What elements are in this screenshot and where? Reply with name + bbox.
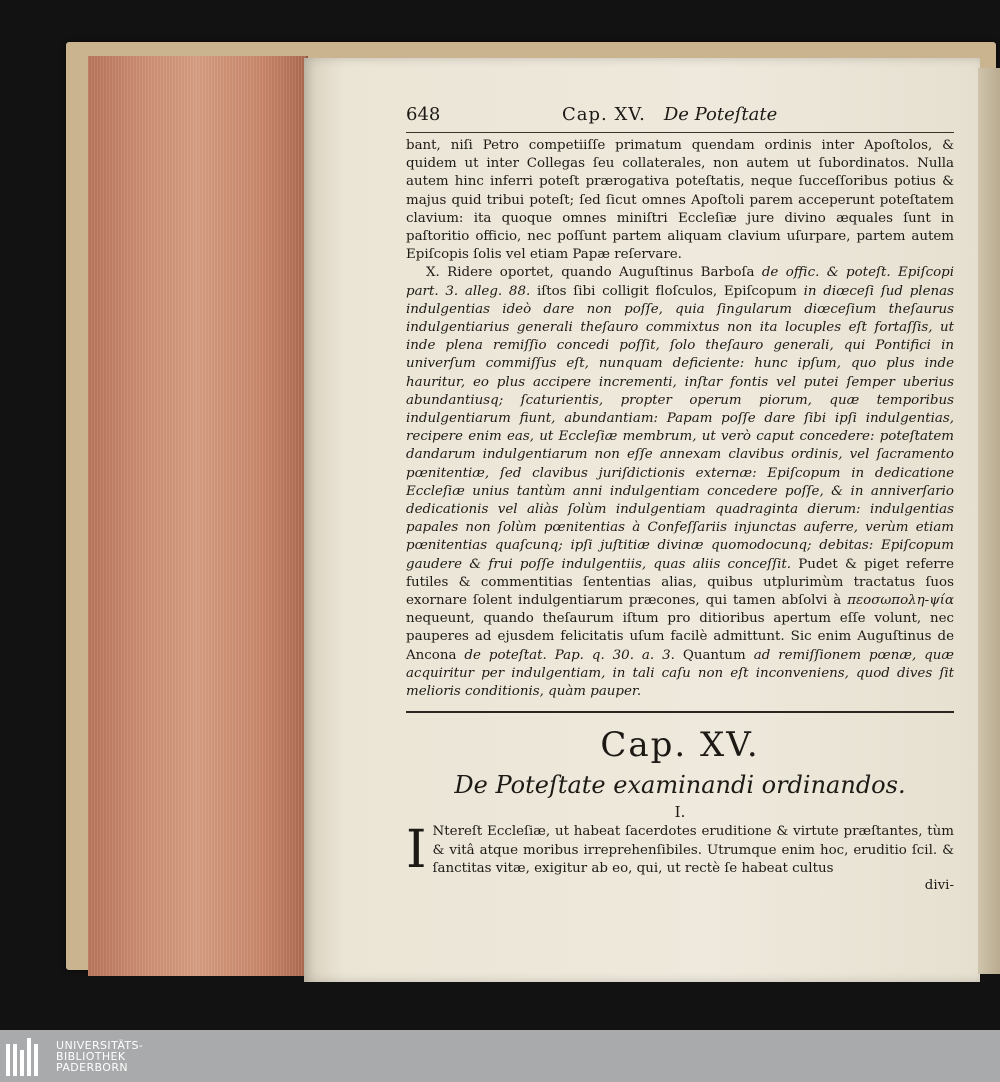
first-paragraph-text: Ntereſt Eccleſiæ, ut habeat ſacerdotes eruditione & virtute præſtantes, tùm & vitâ atque moribus irreprehenſibiles. Utrumque enim hoc, eruditio ſcil. & ſanctitas vitæ, exigitur ab eo, qui, ut rectè ſe habeat cultus xyxy=(432,824,954,876)
drop-cap: I xyxy=(406,820,427,881)
text-run: Quantum xyxy=(674,647,754,663)
chapter-subheading: De Poteſtate examinandi ordinandos. xyxy=(454,771,906,800)
text-run: ad remiſſionem pœnæ, quæ acquiritur per indulgentiam, in tali caſu non eſt inconveniens, quod dives ſit melioris conditionis, quàm pauper. xyxy=(406,647,954,700)
section-number: I. xyxy=(674,803,686,822)
text-run: πεοσωπολη-ψία xyxy=(847,593,954,609)
paragraph-continuation xyxy=(406,137,954,264)
text-run: in diœceſi ſud plenas indulgentias ideò dare non poſſe, quia ſingularum diœceſium theſaurus indulgentiarius generali theſauro commixtus non ita locuples eſt fortaſſis, ut inde plena remiſſio concedi poſſit, ſolo theſauro generali, qui Pontifici in univerſum commiſſus eſt, nunquam deficiente: hunc ipſum, quo plus inde hauritur, eo plus accipere incrementi, inſtar fontis vel putei ſemper uberius abundantiusq; ſcaturientis, propter operum piorum, quæ temporibus indulgentiarum fiunt, abundantiam: Papam poſſe dare ſibi ipſi indulgentias, recipere enim eas, ut Eccleſiæ membrum, ut verò caput concedere: poteſtatem dandarum indulgentiarum non eſſe annexam clavibus ordinis, vel ſacramento pœnitentiæ, ſed clavibus juriſdictionis externæ: Epiſcopum in dedicatione Eccleſiæ unius tantùm anni indulgentiam concedere poſſe, & in anniverſario dedicationis vel aliàs ſolùm indulgentiam quadraginta dierum: indulgentias papales non ſolùm pœnitentias à Confeſſariis injunctas auferre, verùm etiam pœnitentias quaſcunq; ipſi juſtitiæ divinæ quomodocunq; debitas: Epiſcopum gaudere & frui poſſe indulgentiis, quas aliis conceſſit. xyxy=(406,283,954,572)
body-text xyxy=(406,137,954,701)
page-fore-edge xyxy=(978,68,1000,974)
library-name-line: UNIVERSITÄTS- xyxy=(56,1038,144,1052)
chapter-heading: Cap. XV. xyxy=(600,725,760,766)
page-text xyxy=(406,104,954,893)
running-header xyxy=(406,104,954,133)
chapter-first-paragraph xyxy=(406,820,954,881)
catchword: divi- xyxy=(924,877,954,893)
paragraph-x xyxy=(406,264,954,701)
text-run: bant, niſi Petro competiiſſe primatum quendam ordinis inter Apoſtolos, & quidem ut inter Collegas ſeu collaterales, non autem ut ſubordinatos. Nulla autem hinc inferri poteſt prærogativa poteſtatis, neque ſucceſſoribus potius & majus quid tribui poteſt; ſed ſicut omnes Apoſtoli parem acceperunt poteſtatem clavium: ita quoque omnes miniſtri Eccleſiæ jure divino æquales ſunt in paſtoritio officio, nec poſſunt partem aliquam clavium uſurpare, partem autem Epiſcopis ſolis vel etiam Papæ reſervare. xyxy=(406,138,954,263)
library-name-line: PADERBORN xyxy=(56,1060,129,1074)
text-run: iſtos ſibi colligit floſculos, Epiſcopum xyxy=(530,283,804,299)
text-run: nequeunt, quando theſaurum iſtum pro ditioribus apertum eſſe volunt, nec pauperes ad ejusdem felicitatis uſum facilè admittunt. Sic enim Auguſtinus de Ancona xyxy=(406,611,954,663)
library-footer xyxy=(0,1030,1000,1082)
page-number: 648 xyxy=(406,104,441,125)
header-chapter-ref: Cap. XV. xyxy=(562,104,646,125)
text-run: de poteſtat. Pap. q. 30. a. 3. xyxy=(464,647,675,663)
text-run: X. Ridere oportet, quando Auguſtinus Barboſa xyxy=(426,265,762,281)
header-chapter-title: De Poteſtate xyxy=(663,104,778,125)
library-name xyxy=(56,1040,143,1073)
text-run: de offic. & poteſt. Epiſcopi part. 3. alleg. 88. xyxy=(406,265,954,299)
page-edges xyxy=(88,56,308,976)
library-name-line: BIBLIOTHEK xyxy=(56,1049,126,1063)
library-logo-icon xyxy=(4,1036,48,1076)
chapter-rule xyxy=(406,711,954,713)
text-run: Pudet & piget referre futiles & commentitias ſententias alias, quibus utplurimùm tractatus ſuos exornare ſolent indulgentiarum præcones, qui tamen abſolvi à xyxy=(406,556,954,609)
